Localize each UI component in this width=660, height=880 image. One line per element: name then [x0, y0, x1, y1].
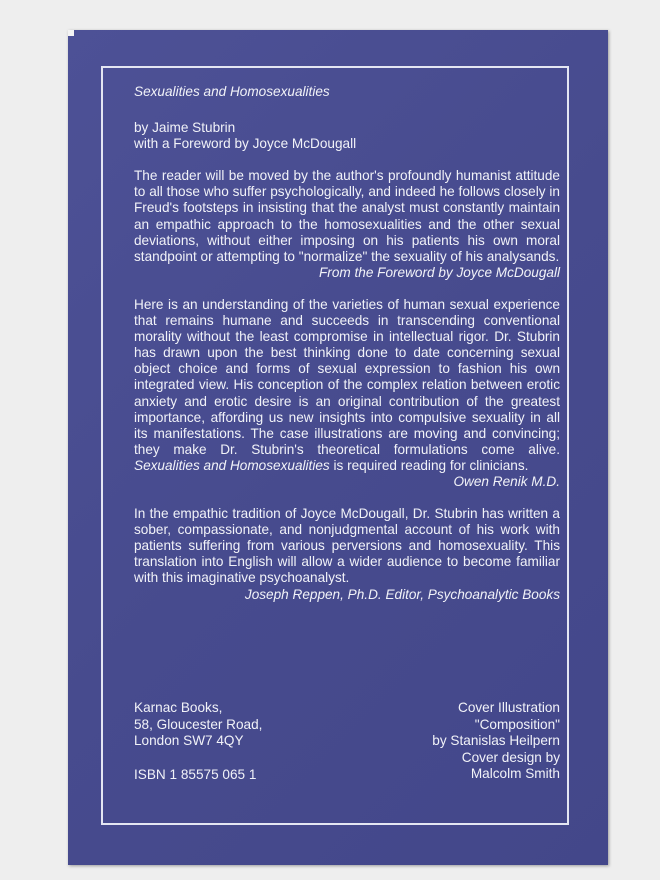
- credit-line-3: by Stanislas Heilpern: [432, 733, 560, 749]
- credit-line-4: Cover design by: [461, 749, 560, 765]
- credit-line-1: Cover Illustration: [458, 700, 560, 715]
- review-2-text: [134, 297, 560, 474]
- author-line: by Jaime Stubrin: [134, 120, 236, 136]
- foreword-line: with a Foreword by Joyce McDougall: [134, 136, 357, 152]
- review-3-attribution: Joseph Reppen, Ph.D. Editor, Psychoanalytic Books: [244, 586, 560, 602]
- review-1-text: The reader will be moved by the author's profoundly humanist attitude to all those who suffer psychologically, and indeed he follows closely in Freud's footsteps in insisting that the analyst must constantly maintain an empathic approach to the homosexualities and the other sexual deviations, without either imposing on his patients his own moral standpoint or attempting to "normalize" the sexuality of his analysands.: [134, 168, 560, 264]
- review-3-text: In the empathic tradition of Joyce McDougall, Dr. Stubrin has written a sober, compassionate, and nonjudgmental account of his work with patients suffering from various perversions and homosexuality. This translation into English will allow a wider audience to become familiar with this imaginative psychoanalyst.: [134, 506, 560, 586]
- publisher-name: Karnac Books,: [134, 700, 223, 715]
- review-1-attribution: From the Foreword by Joyce McDougall: [319, 264, 560, 280]
- review-2-text-after: is required reading for clinicians.: [333, 457, 529, 473]
- review-2-text-before: Here is an understanding of the varieties of human sexual experience that remains humane and succeeds in transcending conventional morality without the least compromise in intellectual rigor. Dr. Stubrin has drawn upon the best thinking done to date concerning sexual object choice and forms of sexual expression to fashion his own integrated view. His conception of the complex relation between erotic anxiety and erotic desire is an original contribution of the greatest importance, affording us new insights into compulsive sexuality in all its manifestations. The case illustrations are moving and convincing; they make Dr. Stubrin's theoretical formulations come alive.: [134, 296, 560, 457]
- credit-line-5: Malcolm Smith: [470, 766, 560, 782]
- isbn-number: ISBN 1 85575 065 1: [134, 767, 257, 782]
- worn-corner: [68, 30, 74, 36]
- cover-credits: [320, 700, 560, 783]
- book-title: Sexualities and Homosexualities: [134, 84, 330, 99]
- review-2-book-title: Sexualities and Homosexualities: [134, 457, 330, 473]
- cover-text: [134, 84, 560, 603]
- review-2-attribution: Owen Renik M.D.: [453, 473, 560, 489]
- byline: [134, 120, 560, 152]
- credit-line-2: "Composition": [474, 716, 560, 732]
- book-back-cover: [68, 30, 608, 865]
- publisher-street: 58, Gloucester Road,: [134, 716, 263, 732]
- publisher-city: London SW7 4QY: [134, 733, 244, 749]
